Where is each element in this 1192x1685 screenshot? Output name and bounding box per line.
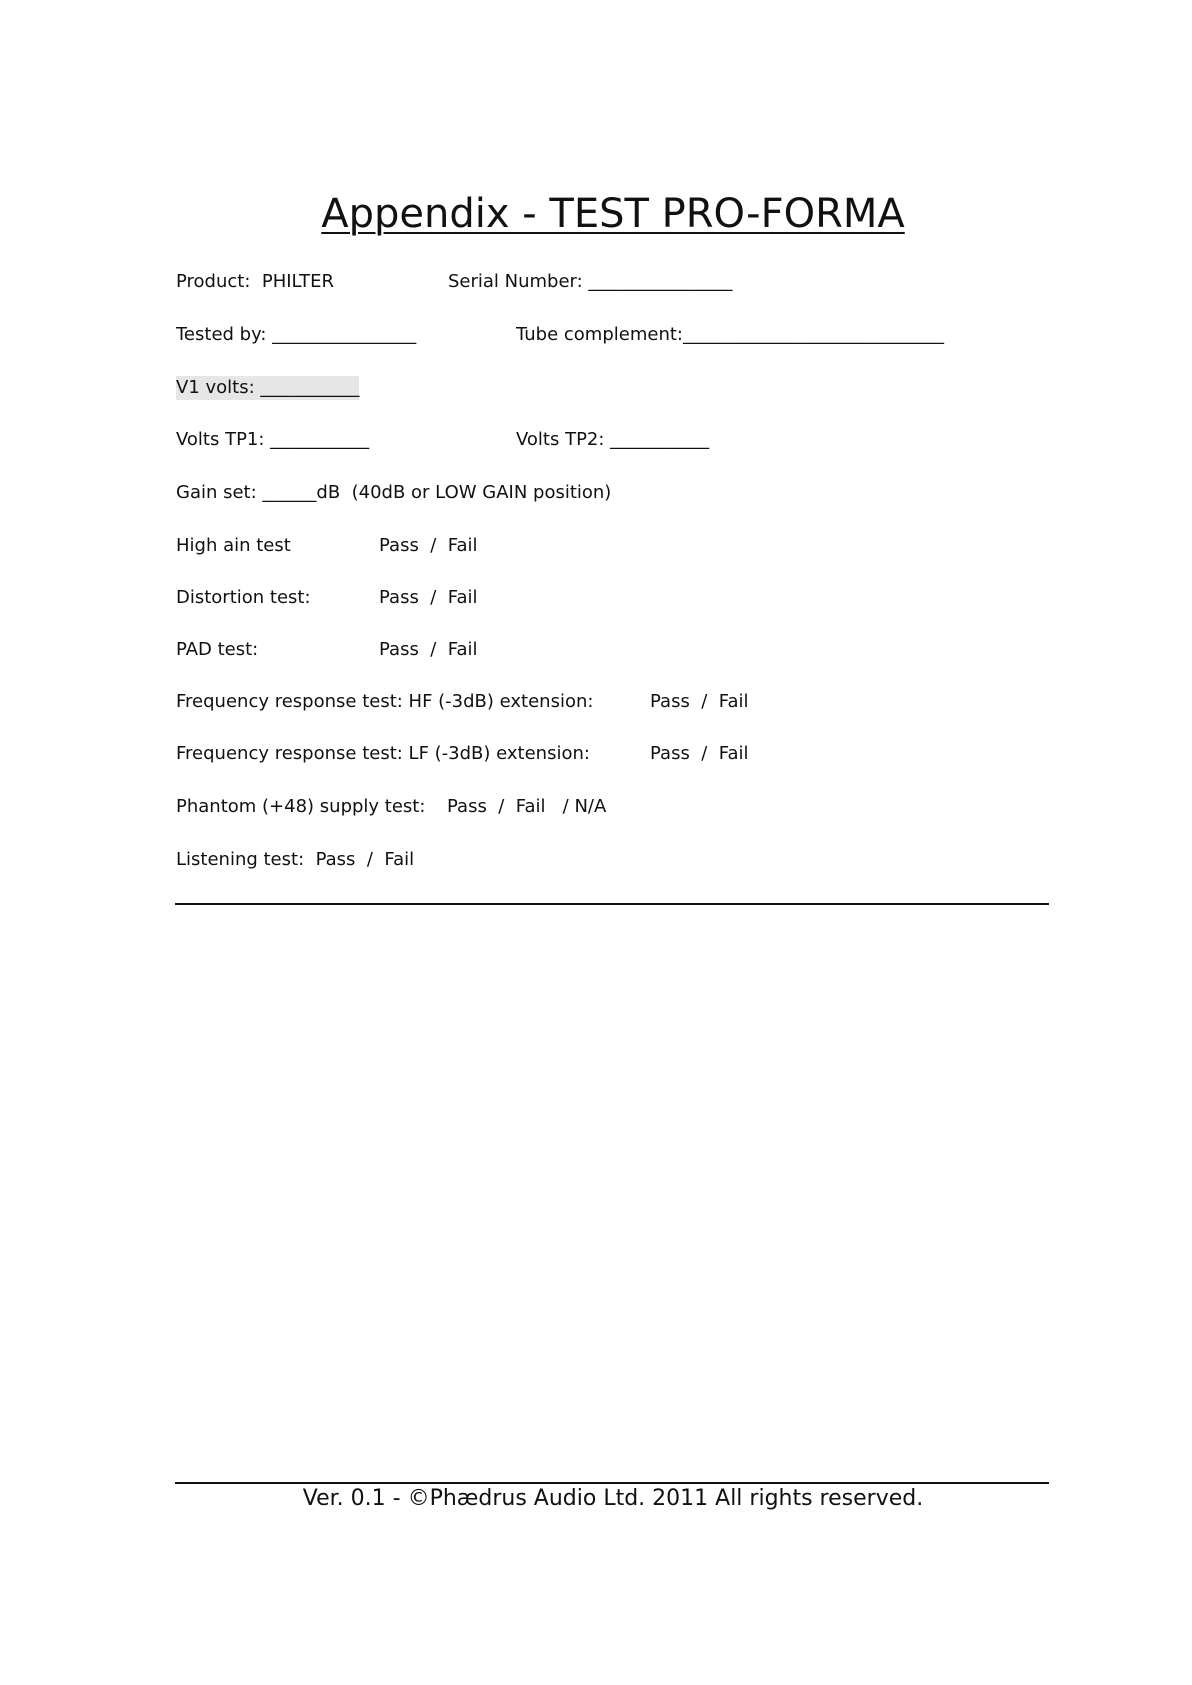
tube-complement-field: Tube complement:_____________________________ [516,324,944,345]
footer-text: Ver. 0.1 - ©Phædrus Audio Ltd. 2011 All rights reserved. [302,1486,924,1511]
pad-test-result: Pass / Fail [379,639,478,660]
phantom-test-result: Pass / Fail / N/A [447,796,607,817]
title-text: Appendix - TEST PRO-FORMA [321,191,905,237]
freq-hf-test-result: Pass / Fail [650,691,749,712]
distortion-test-label: Distortion test: [176,587,311,608]
distortion-test-result: Pass / Fail [379,587,478,608]
pad-test-label: PAD test: [176,639,259,660]
page-title [0,188,1192,240]
volts-tp1-field: Volts TP1: ___________ [176,429,370,450]
phantom-test-label: Phantom (+48) supply test: [176,796,426,817]
serial-number-field: Serial Number: ________________ [448,271,733,292]
freq-lf-test-label: Frequency response test: LF (-3dB) extension: [176,743,590,764]
high-gain-test-label: High ain test [176,535,291,556]
product-field: Product: PHILTER [176,271,334,292]
listening-test: Listening test: Pass / Fail [176,849,415,870]
freq-hf-test-label: Frequency response test: HF (-3dB) extension: [176,691,594,712]
gain-set-field: Gain set: ______dB (40dB or LOW GAIN position) [176,482,612,503]
freq-lf-test-result: Pass / Fail [650,743,749,764]
v1-volts-field: V1 volts: ___________ [176,377,360,398]
volts-tp2-field: Volts TP2: ___________ [516,429,710,450]
high-gain-test-result: Pass / Fail [379,535,478,556]
section-divider [175,903,1049,905]
tested-by-field: Tested by: ________________ [176,324,417,345]
